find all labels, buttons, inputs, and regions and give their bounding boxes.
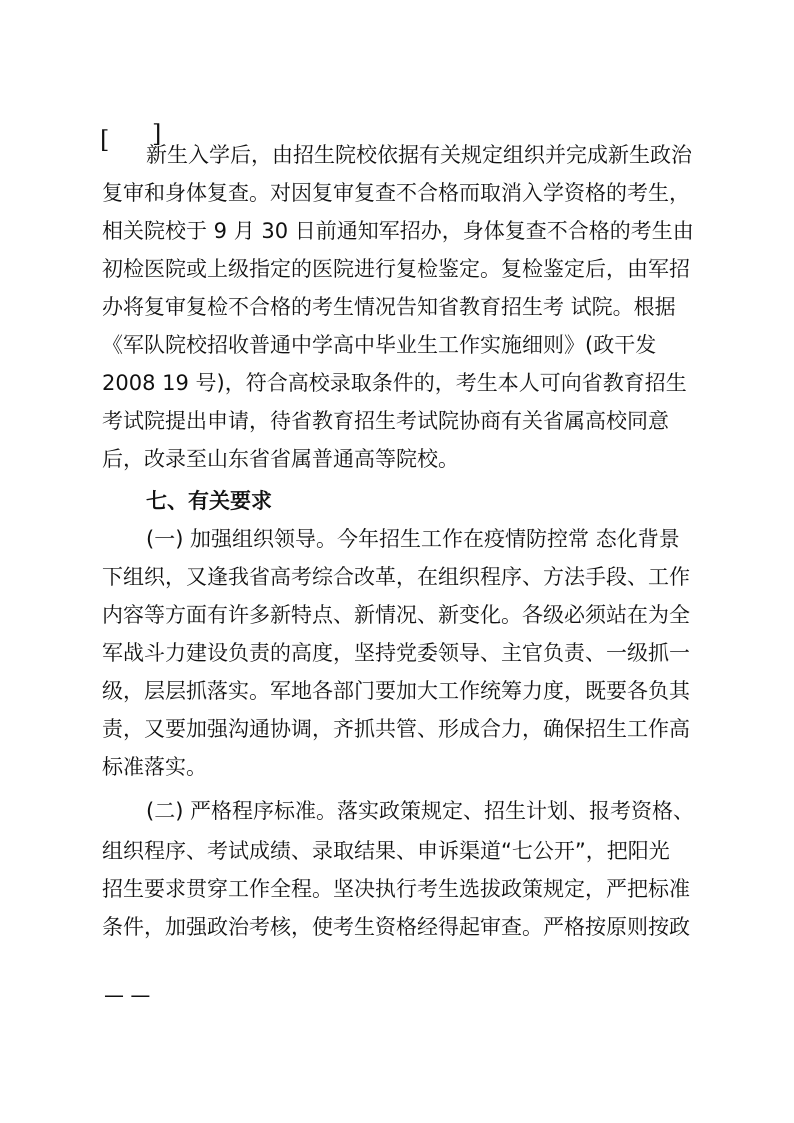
body-line-7: 2008 19 号)，符合高校录取条件的，考生本人可向省教育招生 bbox=[102, 371, 687, 395]
body-line-15: 级，层层抓落实。军地各部门要加大工作统筹力度，既要各负其 bbox=[102, 679, 690, 703]
body-line-13: 内容等方面有许多新特点、新情况、新变化。各级必须站在为全 bbox=[102, 603, 690, 627]
body-line-3: 相关院校于 9 月 30 日前通知军招办，身体复查不合格的考生由 bbox=[102, 219, 694, 243]
body-line-11: (一) 加强组织领导。今年招生工作在疫情防控常 态化背景 bbox=[146, 527, 680, 551]
body-line-6: 《军队院校招收普通中学高中毕业生工作实施细则》(政干发 bbox=[102, 333, 657, 357]
body-line-17: 标准落实。 bbox=[102, 755, 207, 779]
body-line-18: (二) 严格程序标准。落实政策规定、招生计划、报考资格、 bbox=[146, 799, 695, 823]
body-line-1: 新生入学后，由招生院校依据有关规定组织并完成新生政治 bbox=[146, 143, 692, 167]
body-line-12: 下组织，又逢我省高考综合改革，在组织程序、方法手段、工作 bbox=[102, 565, 690, 589]
section-heading: 七、有关要求 bbox=[146, 489, 272, 513]
body-line-16: 责，又要加强沟通协调，齐抓共管、形成合力，确保招生工作高 bbox=[102, 717, 690, 741]
body-line-4: 初检医院或上级指定的医院进行复检鉴定。复检鉴定后，由军招 bbox=[102, 257, 690, 281]
bracket-close: ] bbox=[152, 120, 162, 148]
body-line-9: 后，改录至山东省省属普通高等院校。 bbox=[102, 447, 459, 471]
body-line-19: 组织程序、考试成绩、录取结果、申诉渠道“七公开”，把阳光 bbox=[102, 839, 670, 863]
body-line-8: 考试院提出申请，待省教育招生考试院协商有关省属高校同意 bbox=[102, 409, 669, 433]
body-line-5: 办将复审复检不合格的考生情况告知省教育招生考 试院。根据 bbox=[102, 295, 676, 319]
page-footer: — — bbox=[104, 983, 151, 1007]
body-line-21: 条件，加强政治考核，使考生资格经得起审查。严格按原则按政 bbox=[102, 915, 690, 939]
bracket-open: [ bbox=[100, 126, 110, 154]
body-line-20: 招生要求贯穿工作全程。坚决执行考生选拔政策规定，严把标准 bbox=[102, 877, 690, 901]
body-line-14: 军战斗力建设负责的高度，坚持党委领导、主官负责、一级抓一 bbox=[102, 641, 690, 665]
body-line-2: 复审和身体复查。对因复审复查不合格而取消入学资格的考生， bbox=[102, 181, 690, 205]
